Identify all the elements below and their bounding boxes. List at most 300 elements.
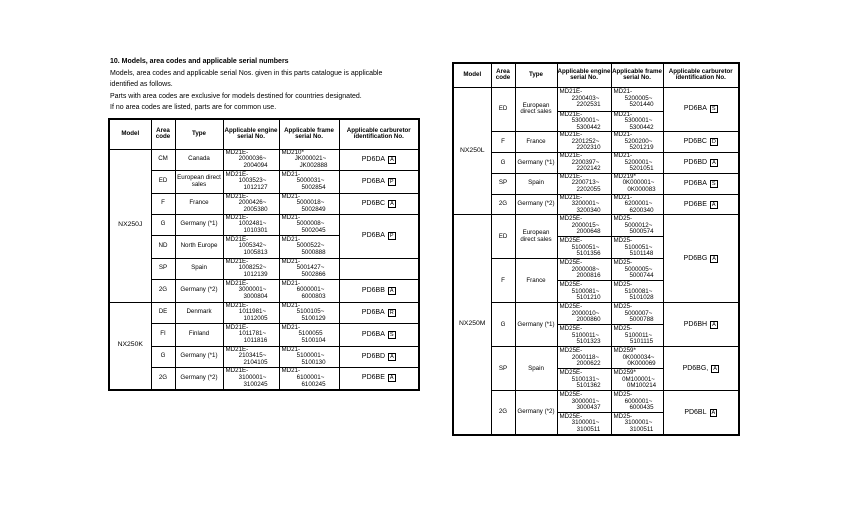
serial-line: 6200340 — [629, 206, 654, 214]
serial-cell — [611, 132, 663, 153]
serial-cell — [279, 302, 339, 323]
serial-line: 5101210 — [576, 294, 601, 302]
type-cell: Germany (*1) — [515, 303, 557, 347]
table-row — [453, 173, 739, 194]
serial-line: MD21- — [281, 323, 301, 331]
table-row — [453, 87, 739, 111]
area-code-cell: G — [491, 303, 515, 347]
table-row — [453, 347, 739, 369]
serial-line: 2000010~ — [571, 309, 600, 317]
intro-line: If no area codes are listed, parts are for common use. — [110, 104, 277, 112]
serial-cell — [611, 87, 663, 111]
serial-line: 2202055 — [576, 186, 601, 194]
carb-badge: P — [389, 233, 394, 239]
col-carb: Applicable carburetor identification No. — [663, 63, 739, 87]
carb-cell — [339, 193, 419, 214]
area-code-cell: ED — [491, 87, 515, 132]
serial-line: 5300001~ — [571, 117, 600, 125]
serial-line: 5000005~ — [624, 265, 653, 273]
table-row — [453, 132, 739, 153]
serial-line: 5201051 — [629, 165, 654, 173]
area-code-cell: SP — [491, 347, 515, 391]
serial-line: MD25- — [613, 303, 633, 311]
serial-line: MD21E- — [225, 235, 249, 243]
serial-line: 5002866 — [301, 270, 326, 278]
section-heading: 10. Models, area codes and applicable serial numbers — [110, 58, 289, 65]
serial-line: 6000001~ — [296, 286, 325, 294]
carb-badge: A — [390, 156, 394, 163]
serial-line: 1008252~ — [238, 264, 267, 272]
serial-cell — [279, 279, 339, 302]
serial-line: MD25E- — [559, 347, 583, 355]
serial-cell — [279, 258, 339, 279]
area-code-cell: SP — [491, 173, 515, 194]
serial-cell — [557, 111, 611, 132]
serial-line: MD21E- — [225, 193, 249, 200]
area-code-cell: ND — [151, 235, 175, 258]
serial-line: 2201252~ — [571, 137, 600, 145]
serial-line: MD21- — [281, 367, 301, 375]
area-code-cell: DE — [151, 302, 175, 323]
serial-cell — [611, 259, 663, 281]
serial-line: 6000435 — [629, 404, 654, 412]
carb-badge: P — [389, 178, 394, 185]
serial-line: 5100081~ — [571, 287, 600, 295]
carb-id: PD6BA — [683, 179, 707, 187]
serial-cell — [279, 235, 339, 258]
serial-cell — [557, 325, 611, 347]
serial-line: MD21- — [613, 152, 633, 160]
carb-badge: A — [711, 201, 716, 208]
type-cell: France — [175, 193, 223, 214]
serial-cell — [557, 391, 611, 413]
area-code-cell: 2G — [491, 391, 515, 435]
carb-cell — [339, 149, 419, 170]
serial-line: 3100001~ — [624, 419, 653, 427]
serial-line: MD21E- — [559, 131, 583, 139]
type-cell: Germany (*2) — [175, 279, 223, 302]
serial-line: 1010301 — [243, 226, 268, 234]
serial-line: 2200397~ — [571, 158, 600, 166]
serial-cell — [611, 237, 663, 259]
serial-line: 2200403~ — [571, 94, 600, 102]
carb-id: PD6BA — [361, 177, 385, 185]
col-area-code: Area code — [491, 63, 515, 87]
serial-line: 5001427~ — [296, 264, 325, 272]
serial-line: 5100105~ — [296, 308, 325, 316]
left-serial-table — [108, 118, 420, 391]
serial-cell — [223, 214, 279, 235]
serial-line: 2005380 — [243, 205, 268, 213]
carb-id: PD6BE — [683, 200, 707, 208]
serial-line: 5000888 — [301, 248, 326, 256]
serial-line: 3000001~ — [571, 397, 600, 405]
serial-cell — [223, 170, 279, 193]
carb-cell — [339, 323, 419, 346]
carb-id: PD6BD — [683, 158, 708, 166]
carb-id: PD6BA — [683, 105, 707, 113]
serial-line: 6000803 — [301, 292, 326, 300]
serial-cell — [279, 214, 339, 235]
serial-line: 2000426~ — [238, 199, 267, 207]
serial-line: 5100051~ — [571, 243, 600, 251]
serial-cell — [223, 367, 279, 390]
serial-line: JK000021~ — [294, 155, 327, 163]
type-cell: European direct sales — [515, 87, 557, 132]
serial-cell — [279, 170, 339, 193]
carb-badge: D — [711, 139, 716, 146]
serial-line: 5100130 — [301, 358, 326, 366]
type-cell: European direct sales — [515, 215, 557, 259]
carb-badge: A — [389, 287, 394, 294]
serial-cell — [223, 279, 279, 302]
serial-line: 5002854 — [301, 183, 326, 191]
table-row — [453, 215, 739, 237]
serial-cell — [223, 346, 279, 367]
serial-line: MD25- — [613, 412, 633, 420]
carb-badge: S — [711, 106, 716, 113]
serial-line: 5100011~ — [571, 331, 600, 339]
serial-cell — [557, 153, 611, 174]
serial-line: MD25E- — [559, 215, 583, 223]
serial-line: MD21E- — [559, 88, 583, 96]
serial-line: 5101356 — [576, 250, 601, 258]
intro-line: Models, area codes and applicable serial Nos. given in this parts catalogue is applicable — [110, 69, 383, 77]
serial-line: 6000001~ — [624, 397, 653, 405]
area-code-cell: FI — [151, 323, 175, 346]
serial-cell — [279, 323, 339, 346]
serial-line: 5300442 — [629, 123, 654, 131]
col-frame: Applicable frame serial No. — [279, 119, 339, 149]
serial-line: 0K000034~ — [622, 353, 655, 361]
serial-cell — [279, 149, 339, 170]
serial-line: MD21- — [281, 258, 301, 265]
serial-line: MD21- — [281, 346, 301, 353]
serial-line: 2104105 — [243, 358, 268, 366]
serial-line: 2000648 — [576, 228, 601, 236]
serial-line: MD259* — [613, 347, 636, 355]
serial-line: MD219* — [613, 173, 636, 180]
serial-cell — [223, 149, 279, 170]
col-type: Type — [175, 119, 223, 149]
serial-line: MD25E- — [559, 237, 583, 245]
table-row — [109, 214, 419, 235]
serial-line: 3000001~ — [238, 286, 267, 294]
type-cell: France — [515, 259, 557, 303]
serial-line: 1012127 — [243, 183, 268, 191]
serial-line: 1005813 — [243, 248, 268, 256]
serial-line: 2000860 — [576, 316, 601, 324]
carb-id: PD6BD — [361, 352, 386, 360]
type-cell: France — [515, 132, 557, 153]
carb-id: PD6BA — [361, 330, 385, 338]
serial-line: 5000008~ — [296, 220, 325, 228]
serial-cell — [611, 194, 663, 215]
carb-id: PD6BL — [684, 408, 707, 416]
serial-line: MD21E- — [559, 152, 583, 160]
carb-id: PD6BA — [361, 308, 385, 316]
table-row — [109, 323, 419, 346]
serial-cell — [611, 303, 663, 325]
carb-badge: A — [713, 365, 717, 372]
serial-line: MD21- — [281, 235, 301, 243]
table-row — [109, 170, 419, 193]
table-row — [109, 279, 419, 302]
type-cell: Germany (*1) — [515, 153, 557, 174]
serial-line: 5100011~ — [624, 331, 653, 339]
serial-line: 0K000069 — [627, 360, 656, 368]
area-code-cell: 2G — [151, 367, 175, 390]
intro-line: identified as follows. — [110, 81, 173, 89]
serial-line: MD25E- — [559, 391, 583, 399]
serial-line: MD25E- — [559, 303, 583, 311]
serial-line: MD21E- — [225, 149, 249, 156]
serial-line: 0K000001~ — [622, 179, 655, 187]
serial-line: 5000574 — [629, 228, 654, 236]
col-carb: Applicable carburetor identification No. — [339, 119, 419, 149]
serial-line: 3100511 — [629, 425, 654, 433]
right-table-body — [453, 87, 739, 435]
carb-cell — [663, 347, 739, 391]
serial-cell — [557, 215, 611, 237]
area-code-cell: F — [491, 259, 515, 303]
carb-cell — [663, 132, 739, 153]
serial-line: MD21E- — [225, 214, 249, 221]
serial-cell — [279, 367, 339, 390]
serial-line: 2000036~ — [238, 155, 267, 163]
serial-cell — [611, 153, 663, 174]
serial-cell — [557, 173, 611, 194]
serial-line: 2000816 — [576, 272, 601, 280]
serial-line: 0M100001~ — [622, 375, 655, 383]
serial-line: MD21E- — [559, 173, 583, 180]
serial-line: MD25- — [613, 325, 633, 333]
serial-cell — [611, 413, 663, 435]
serial-cell — [557, 132, 611, 153]
serial-cell — [223, 235, 279, 258]
serial-line: MD21E- — [225, 323, 249, 331]
serial-cell — [611, 347, 663, 369]
serial-line: 5100129 — [301, 314, 326, 322]
col-frame: Applicable frame serial No. — [611, 63, 663, 87]
serial-line: 2000015~ — [571, 221, 600, 229]
carb-id: PD6BG, — [682, 364, 709, 372]
type-cell: Germany (*1) — [175, 214, 223, 235]
serial-line: 5000031~ — [296, 177, 325, 185]
area-code-cell: CM — [151, 149, 175, 170]
serial-line: 5200200~ — [624, 137, 653, 145]
table-row — [453, 391, 739, 413]
carb-cell — [663, 215, 739, 303]
serial-cell — [557, 237, 611, 259]
col-area-code: Area code — [151, 119, 175, 149]
serial-line: 3100511 — [576, 425, 601, 433]
type-cell: Germany (*2) — [175, 367, 223, 390]
carb-badge: A — [711, 409, 716, 416]
serial-cell — [223, 323, 279, 346]
serial-line: 1012005 — [243, 314, 268, 322]
serial-line: JK002888 — [299, 161, 328, 169]
serial-line: MD210* — [281, 149, 304, 156]
serial-line: MD21E- — [225, 279, 249, 287]
carb-cell — [339, 346, 419, 367]
serial-line: 5200001~ — [624, 158, 653, 166]
serial-line: 5300442 — [576, 123, 601, 131]
serial-cell — [223, 193, 279, 214]
type-cell: Denmark — [175, 302, 223, 323]
serial-line: 5201219 — [629, 144, 654, 152]
table-row — [109, 193, 419, 214]
right-serial-table — [452, 62, 740, 436]
serial-line: 2000622 — [576, 360, 601, 368]
serial-line: 3000437 — [576, 404, 601, 412]
serial-line: MD25E- — [559, 325, 583, 333]
carb-id: PD6BC — [361, 199, 386, 207]
serial-line: 0K000083 — [627, 186, 656, 194]
serial-cell — [611, 215, 663, 237]
area-code-cell: G — [151, 214, 175, 235]
serial-line: 3100001~ — [571, 419, 600, 427]
serial-line: 2000118~ — [571, 353, 600, 361]
serial-line: MD21- — [613, 88, 633, 96]
serial-line: 1011981~ — [238, 308, 267, 316]
serial-line: 5101362 — [576, 382, 601, 390]
serial-line: 2202310 — [576, 144, 601, 152]
serial-cell — [557, 281, 611, 303]
serial-line: 5101115 — [629, 338, 654, 346]
serial-line: MD21E- — [225, 346, 249, 353]
serial-line: MD21- — [613, 131, 633, 139]
table-row — [453, 194, 739, 215]
serial-line: MD21E- — [225, 170, 249, 178]
serial-cell — [557, 303, 611, 325]
carb-badge: A — [389, 375, 394, 382]
carb-cell — [663, 194, 739, 215]
serial-line: 3100245 — [243, 380, 268, 388]
serial-line: 2000008~ — [571, 265, 600, 273]
area-code-cell: F — [491, 132, 515, 153]
serial-line: 5100131~ — [571, 375, 600, 383]
carb-id: PD6BA — [361, 232, 385, 239]
serial-line: 5100081~ — [624, 287, 653, 295]
type-cell: Spain — [515, 173, 557, 194]
area-code-cell: 2G — [491, 194, 515, 215]
serial-line: MD25E- — [559, 259, 583, 267]
type-cell: Spain — [175, 258, 223, 279]
serial-line: 5000744 — [629, 272, 654, 280]
serial-line: 5101323 — [576, 338, 601, 346]
intro-text — [110, 56, 420, 114]
type-cell: Germany (*2) — [515, 194, 557, 215]
carb-badge: A — [712, 321, 716, 328]
type-cell: Finland — [175, 323, 223, 346]
area-code-cell: SP — [151, 258, 175, 279]
serial-line: 5101028 — [629, 294, 654, 302]
serial-cell — [279, 346, 339, 367]
serial-line: 5000007~ — [624, 309, 653, 317]
serial-line: MD25- — [613, 259, 633, 267]
table-row — [109, 302, 419, 323]
serial-line: MD21- — [281, 214, 301, 221]
carb-badge: S — [711, 180, 716, 187]
area-code-cell: 2G — [151, 279, 175, 302]
serial-line: MD25- — [613, 391, 633, 399]
carb-cell — [663, 87, 739, 132]
serial-line: 6200001~ — [624, 200, 653, 208]
serial-line: 5201440 — [629, 101, 654, 109]
serial-line: 5100104 — [301, 336, 326, 344]
carb-id: PD6BH — [683, 320, 708, 328]
serial-line: 2200713~ — [571, 179, 600, 187]
serial-line: MD21E- — [225, 302, 249, 309]
type-cell: Spain — [515, 347, 557, 391]
serial-cell — [611, 173, 663, 194]
serial-cell — [557, 413, 611, 435]
serial-line: MD25- — [613, 281, 633, 289]
serial-line: MD21E- — [225, 367, 249, 375]
serial-line: 1011781~ — [238, 330, 267, 338]
serial-cell — [557, 347, 611, 369]
model-cell: NX250L — [453, 87, 491, 215]
serial-line: MD25E- — [559, 281, 583, 289]
serial-line: 1011816 — [243, 336, 268, 344]
serial-cell — [557, 194, 611, 215]
table-row — [453, 153, 739, 174]
serial-line: 0M100214 — [626, 382, 657, 390]
carb-badge: S — [389, 331, 394, 338]
carb-id: PD6BE — [361, 374, 385, 382]
area-code-cell: G — [491, 153, 515, 174]
serial-line: 5200005~ — [624, 94, 653, 102]
serial-line: MD21E- — [225, 258, 249, 265]
serial-cell — [611, 325, 663, 347]
serial-line: 5000012~ — [624, 221, 653, 229]
col-model: Model — [453, 63, 491, 87]
serial-line: MD21E- — [559, 194, 583, 201]
table-row — [109, 258, 419, 279]
carb-cell — [339, 214, 419, 258]
type-cell: Canada — [175, 149, 223, 170]
col-engine: Applicable engine serial No. — [557, 63, 611, 87]
col-type: Type — [515, 63, 557, 87]
type-cell: Germany (*2) — [515, 391, 557, 435]
serial-cell — [611, 111, 663, 132]
serial-line: 5002045 — [301, 226, 326, 234]
serial-cell — [611, 281, 663, 303]
type-cell: Germany (*1) — [175, 346, 223, 367]
carb-cell — [339, 170, 419, 193]
carb-cell — [339, 367, 419, 390]
carb-cell — [663, 153, 739, 174]
serial-line: 5300001~ — [624, 117, 653, 125]
serial-line: 2202142 — [576, 165, 601, 173]
model-cell: NX250K — [109, 302, 151, 390]
serial-cell — [223, 258, 279, 279]
model-cell: NX250M — [453, 215, 491, 435]
carb-id: PD6BC — [683, 138, 707, 146]
type-cell: European direct sales — [175, 170, 223, 193]
area-code-cell: G — [151, 346, 175, 367]
carb-id: PD6BB — [361, 286, 385, 294]
carb-badge: A — [712, 255, 716, 262]
serial-line: MD21- — [281, 279, 301, 287]
table-row — [109, 346, 419, 367]
serial-line: MD21- — [613, 111, 633, 118]
serial-line: MD25- — [613, 237, 633, 245]
carb-badge: A — [712, 159, 716, 166]
serial-line: 5000788 — [629, 316, 654, 324]
serial-cell — [557, 369, 611, 391]
